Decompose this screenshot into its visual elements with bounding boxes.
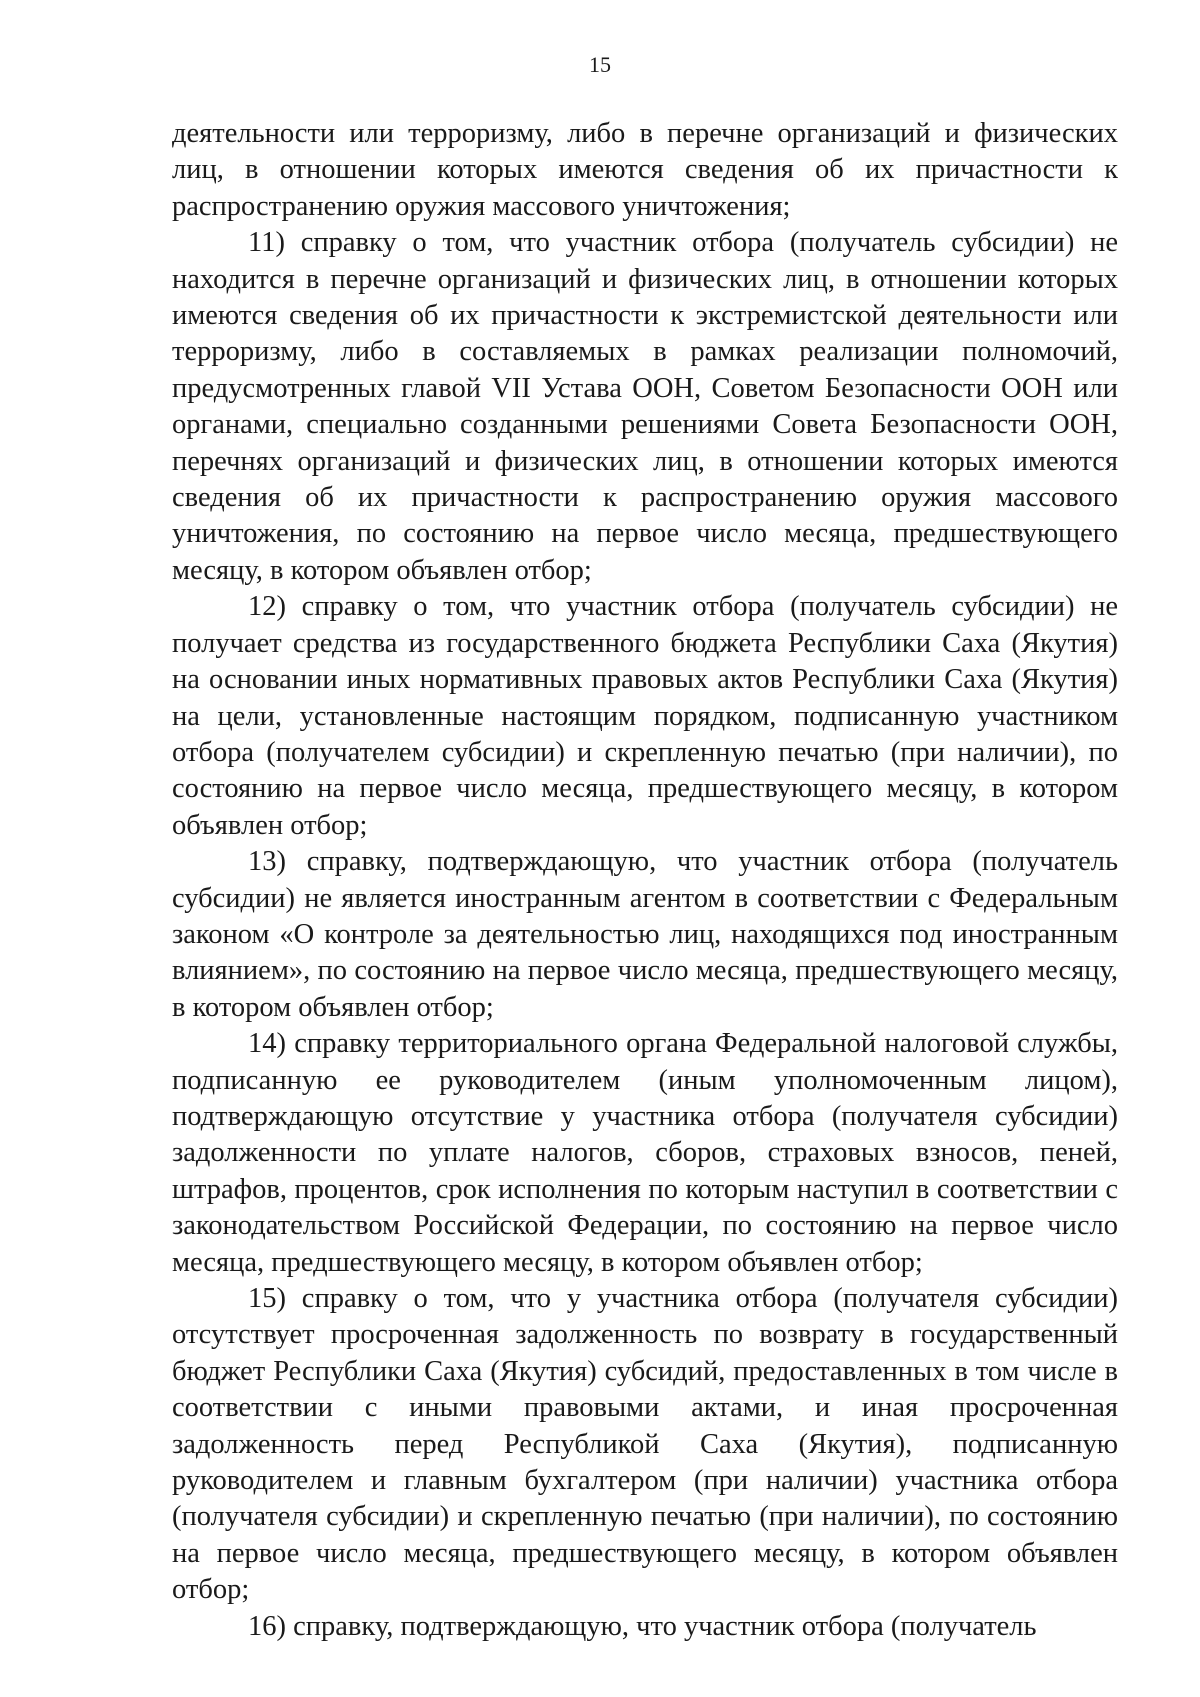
page-number: 15	[589, 52, 611, 77]
paragraph-item-13: 13) справку, подтверждающую, что участник отбора (получатель субсидии) не является иностранным агентом в соответствии с Федеральным законом «О контроле за деятельностью лиц, находящихся под иностранным влиянием», по состоянию на первое число месяца, предшествующего месяцу, в котором объявлен отбор;	[172, 846, 1118, 1023]
paragraph-item-12: 12) справку о том, что участник отбора (получатель субсидии) не получает средства из государственного бюджета Республики Саха (Якутия) на основании иных нормативных правовых актов Республики Саха (Якутия) на цели, установленные настоящим порядком, подписанную участником отбора (получателем субсидии) и скрепленную печатью (при наличии), по состоянию на первое число месяца, предшествующего месяцу, в котором объявлен отбор;	[172, 591, 1118, 841]
document-body	[172, 116, 1118, 1645]
paragraph-continuation: деятельности или терроризму, либо в перечне организаций и физических лиц, в отношении которых имеются сведения об их причастности к распространению оружия массового уничтожения;	[172, 118, 1118, 222]
paragraph-item-16: 16) справку, подтверждающую, что участник отбора (получатель	[248, 1610, 1037, 1642]
paragraph-item-11: 11) справку о том, что участник отбора (получатель субсидии) не находится в перечне организаций и физических лиц, в отношении которых имеются сведения об их причастности к экстремистской деятельности или терроризму, либо в составляемых в рамках реализации полномочий, предусмотренных главой VII Устава ООН, Советом Безопасности ООН или органами, специально созданными решениями Совета Безопасности ООН, перечнях организаций и физических лиц, в отношении которых имеются сведения об их причастности к распространению оружия массового уничтожения, по состоянию на первое число месяца, предшествующего месяцу, в котором объявлен отбор;	[172, 227, 1118, 586]
paragraph-item-15: 15) справку о том, что у участника отбора (получателя субсидии) отсутствует просроченная задолженность по возврату в государственный бюджет Республики Саха (Якутия) субсидий, предоставленных в том числе в соответствии с иными правовыми актами, и иная просроченная задолженность перед Республикой Саха (Якутия), подписанную руководителем и главным бухгалтером (при наличии) участника отбора (получателя субсидии) и скрепленную печатью (при наличии), по состоянию на первое число месяца, предшествующего месяцу, в котором объявлен отбор;	[172, 1283, 1118, 1606]
paragraph-item-14: 14) справку территориального органа Федеральной налоговой службы, подписанную ее руководителем (иным уполномоченным лицом), подтверждающую отсутствие у участника отбора (получателя субсидии) задолженности по уплате налогов, сборов, страховых взносов, пеней, штрафов, процентов, срок исполнения по которым наступил в соответствии с законодательством Российской Федерации, по состоянию на первое число месяца, предшествующего месяцу, в котором объявлен отбор;	[172, 1028, 1118, 1278]
